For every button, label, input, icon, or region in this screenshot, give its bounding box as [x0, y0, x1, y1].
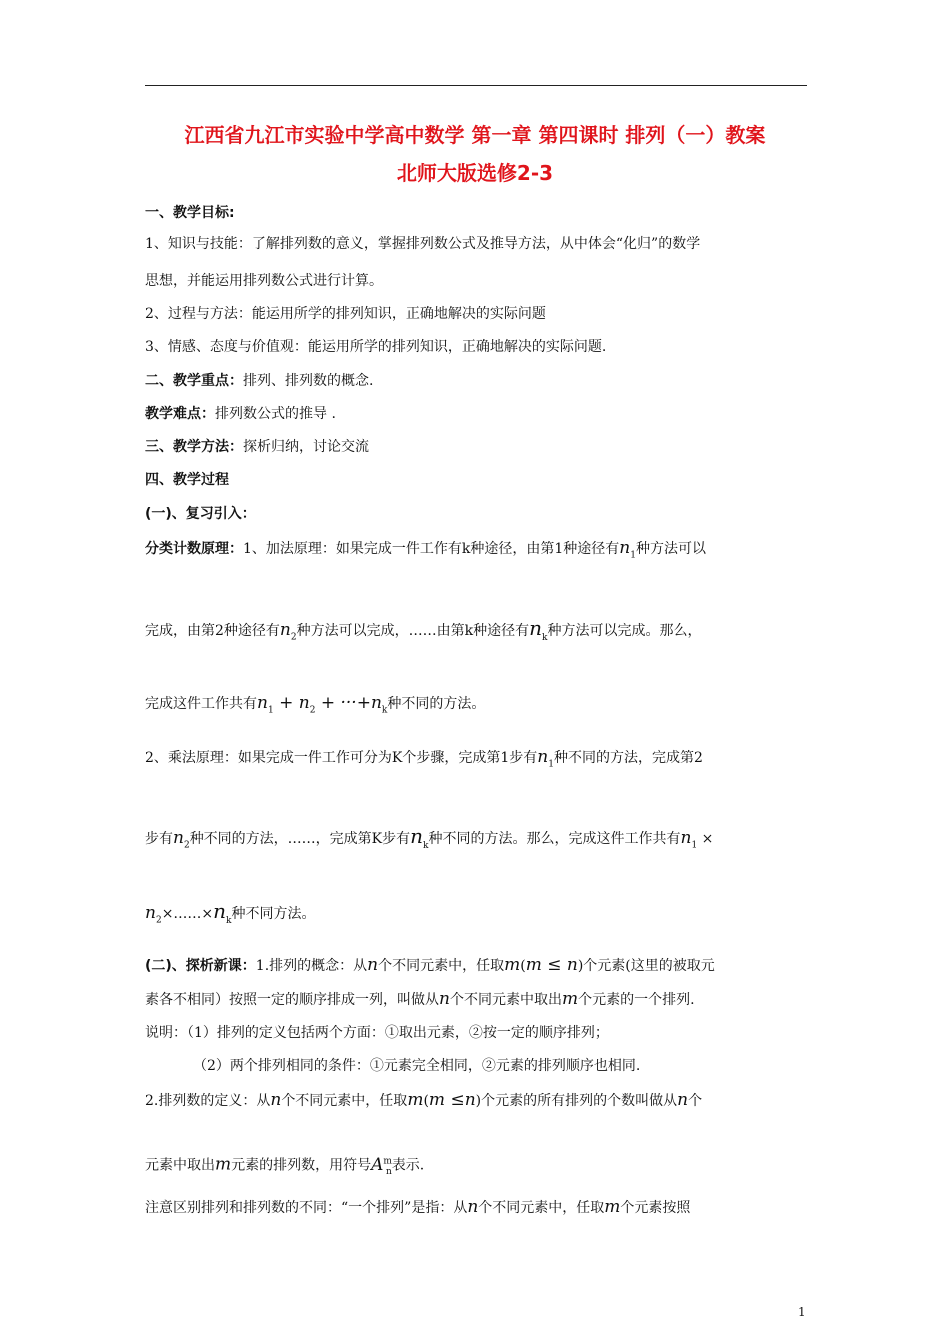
key-points: [145, 370, 809, 392]
math-var: n: [367, 955, 379, 975]
math-var: n: [270, 1090, 282, 1110]
math-var: n: [213, 899, 227, 923]
math-var: n: [537, 747, 549, 767]
subsection-review: (一)、复习引入：: [145, 506, 256, 522]
math-var: n: [410, 824, 424, 848]
math-var: n: [566, 955, 578, 975]
goal-1-line1: 1、知识与技能：了解排列数的意义，掌握排列数公式及推导方法，从中体会“化归”的数学: [145, 236, 701, 252]
math-n1: [619, 538, 636, 561]
multiplication-principle-line1: [145, 746, 809, 775]
text-run: 种不同的方法，完成第2: [553, 750, 703, 766]
text-run: 个不同元素中，任取: [378, 958, 505, 974]
math-condition: [429, 1090, 476, 1110]
math-subscript: 1: [630, 550, 636, 561]
text-run: 种不同的方法。: [387, 696, 486, 712]
math-n1: [680, 828, 698, 851]
math-var: m: [428, 1090, 446, 1110]
math-var: n: [529, 616, 542, 640]
math-var: m: [604, 1197, 621, 1217]
math-var: n: [257, 693, 268, 713]
math-subscript: k: [541, 633, 548, 643]
text-run: 个不同元素中，任取: [281, 1093, 408, 1109]
math-op: +: [356, 693, 371, 713]
note-line1: 说明：（1）排列的定义包括两个方面：①取出元素，②按一定的顺序排列；: [145, 1025, 609, 1041]
addition-principle-line1: [145, 537, 809, 566]
text-run: 完成，由第2种途径有: [145, 623, 280, 639]
math-subscript: k: [381, 705, 388, 716]
text-run: )个元素的所有排列的个数叫做从: [475, 1093, 678, 1109]
text-run: 种不同的方法。那么，完成这件工作共有: [428, 831, 681, 847]
math-op: +: [279, 693, 294, 713]
text-run: 种方法可以完成。那么，: [547, 623, 702, 639]
math-var: A: [371, 1154, 384, 1175]
text-run: 元素的排列数，用符号: [231, 1157, 372, 1174]
teaching-method-head: 三、教学方法：: [145, 439, 243, 455]
math-subscript: 2: [309, 705, 316, 716]
math-n2: [173, 828, 190, 851]
math-var: n: [464, 1090, 476, 1110]
math-subscript: 2: [183, 840, 190, 851]
text-run: )个元素(这里的被取元: [577, 958, 715, 974]
math-var: n: [680, 828, 692, 848]
text-run: 2.排列数的定义：从: [145, 1093, 271, 1109]
math-subscript: 2: [290, 632, 297, 643]
doc-title-line1: 江西省九江市实验中学高中数学 第一章 第四课时 排列（一）教案: [184, 123, 766, 147]
text-run: (: [520, 958, 526, 974]
text-run: 个元素按照: [620, 1200, 691, 1216]
header-rule: [145, 85, 807, 86]
math-subscript: n: [385, 1167, 392, 1178]
math-nk: [529, 616, 548, 643]
text-run: 表示.: [391, 1157, 425, 1174]
text-run: 1、加法原理：如果完成一件工作有k种途径，由第1种途径有: [243, 541, 620, 557]
text-run: 个不同元素中，任取: [478, 1200, 605, 1216]
addition-principle-line3: [145, 692, 809, 721]
distinction-line: [145, 1196, 809, 1219]
goal-3: 3、情感、态度与价值观：能运用所学的排列知识，正确地解决的实际问题.: [145, 339, 607, 355]
text-run: 种方法可以: [635, 541, 706, 557]
math-n1: [537, 747, 554, 770]
math-var: n: [619, 538, 631, 558]
text-run: ×……×: [161, 906, 214, 922]
text-run: 个不同元素中取出: [449, 992, 562, 1008]
teaching-method: [145, 436, 809, 458]
text-run: 步有: [145, 831, 173, 847]
doc-title-line2: 北师大版选修2-3: [396, 161, 554, 185]
text-run: (: [423, 1093, 429, 1109]
math-subscript: k: [423, 841, 429, 851]
permutation-number-line2: [145, 1150, 809, 1183]
math-var: n: [370, 693, 382, 713]
math-n2: [145, 903, 162, 926]
definition-line2: [145, 988, 809, 1011]
math-var: n: [173, 828, 184, 848]
page-number: 1: [798, 1305, 806, 1319]
math-subscript: 2: [155, 915, 162, 926]
math-var: n: [439, 989, 450, 1009]
text-run: 完成这件工作共有: [145, 696, 257, 712]
math-var: m: [504, 955, 521, 975]
addition-principle-head: 分类计数原理：: [145, 541, 243, 557]
text-run: 注意区别排列和排列数的不同：“一个排列”是指：从: [145, 1200, 468, 1216]
text-run: 2、乘法原理：如果完成一件工作可分为K个步骤，完成第1步有: [145, 750, 538, 766]
math-op: ···: [340, 693, 357, 713]
math-op: ×: [701, 831, 714, 847]
math-nk: [213, 899, 232, 926]
text-run: 种不同的方法，……，完成第K步有: [189, 831, 411, 847]
math-op: ≤: [450, 1090, 465, 1110]
multiplication-principle-line3: [145, 900, 809, 932]
section-process: 四、教学过程: [145, 472, 229, 488]
difficult-points-head: 教学难点：: [145, 406, 215, 422]
math-var: m: [525, 955, 542, 975]
key-points-head: 二、教学重点：: [145, 373, 243, 389]
section-objectives: 一、教学目标:: [145, 205, 235, 221]
text-run: 种方法可以完成，……由第k种途径有: [296, 623, 530, 639]
text-run: 种不同方法。: [231, 906, 316, 922]
text-run: 元素中取出: [145, 1157, 215, 1174]
key-points-text: 排列、排列数的概念.: [243, 373, 374, 389]
text-run: 素各不相同）按照一定的顺序排成一列，叫做从: [145, 992, 439, 1008]
math-n2: [279, 620, 297, 643]
math-symbol-A: [371, 1154, 392, 1178]
text-run: 个元素的一个排列.: [578, 992, 695, 1008]
text-run: 1.排列的概念：从: [255, 958, 368, 974]
math-subscript: k: [226, 916, 232, 926]
math-sum: [257, 693, 388, 716]
permutation-number-line1: [145, 1089, 809, 1112]
math-subscript: 1: [267, 705, 274, 716]
goal-2: 2、过程与方法：能运用所学的排列知识，正确地解决的实际问题: [145, 306, 546, 322]
math-var: n: [279, 620, 291, 640]
addition-principle-line2: [145, 617, 809, 649]
difficult-points: [145, 403, 809, 425]
math-superscript: m: [383, 1156, 392, 1166]
math-subscript: 1: [548, 759, 554, 770]
math-var: n: [467, 1197, 479, 1217]
math-var: n: [677, 1090, 689, 1110]
math-op: +: [320, 693, 336, 713]
math-nk: [410, 824, 429, 851]
goal-1-line2: 思想，并能运用排列数公式进行计算。: [145, 273, 383, 289]
math-var: m: [215, 1154, 232, 1175]
multiplication-principle-line2: [145, 825, 809, 857]
definition-line1: [145, 954, 809, 977]
difficult-points-text: 排列数公式的推导 .: [215, 406, 336, 422]
teaching-method-text: 探析归纳，讨论交流: [243, 439, 369, 455]
math-var: m: [561, 989, 579, 1009]
math-var: n: [298, 693, 310, 713]
math-subscript: 1: [691, 840, 698, 851]
text-run: 个: [688, 1093, 703, 1109]
math-var: n: [145, 903, 156, 923]
math-op: ≤: [547, 955, 562, 975]
note-line2: （2）两个排列相同的条件：①元素完全相同，②元素的排列顺序也相同.: [193, 1058, 641, 1074]
math-var: m: [407, 1090, 424, 1110]
math-condition: [526, 955, 578, 975]
subsection-new-lesson: (二)、探析新课：: [145, 958, 256, 974]
